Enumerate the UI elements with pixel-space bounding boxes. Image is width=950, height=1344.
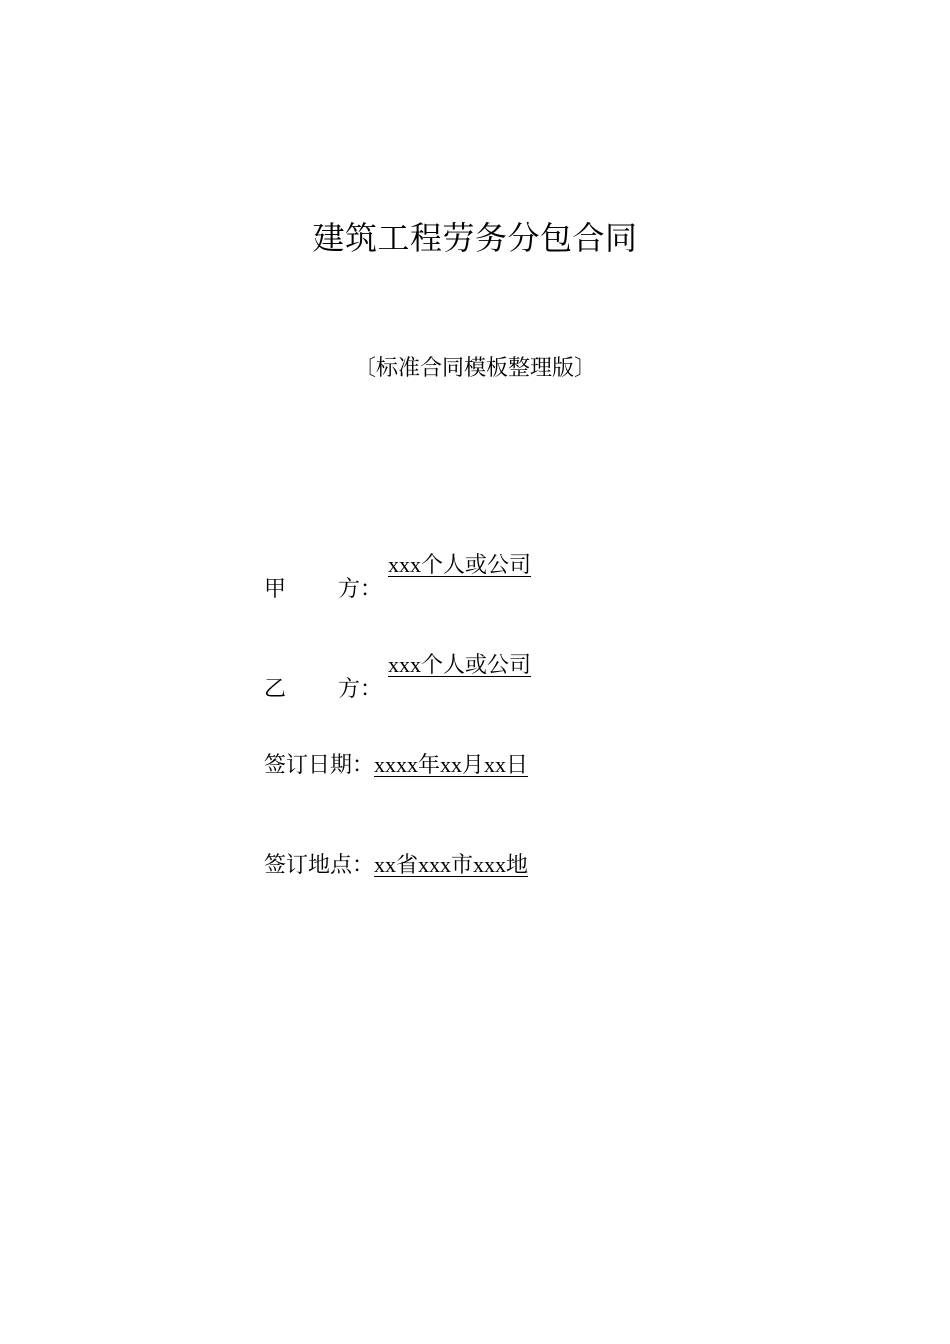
party-a-label-colon: ： [360, 577, 383, 602]
party-a-label-char: 甲 [264, 577, 287, 602]
document-subtitle: 〔标准合同模板整理版〕 [353, 356, 596, 381]
sign-date-label: 签订日期： [264, 753, 375, 778]
party-b-label-suffix: 方 [338, 677, 361, 702]
party-b-value: xxx个人或公司 [388, 652, 532, 677]
sign-date-value: xxxx年xx月xx日 [374, 752, 529, 777]
sign-place-value: xx省xxx市xxx地 [374, 852, 529, 877]
document-title: 建筑工程劳务分包合同 [312, 219, 638, 257]
sign-date-field [264, 747, 824, 783]
party-b-label-colon: ： [360, 677, 383, 702]
party-a-label-suffix: 方 [338, 577, 361, 602]
party-a-value: xxx个人或公司 [388, 552, 532, 577]
party-b-field [264, 647, 824, 702]
sign-place-label: 签订地点： [264, 853, 375, 878]
sign-place-field [264, 847, 824, 883]
party-b-label-char: 乙 [264, 677, 287, 702]
party-a-field [264, 547, 824, 602]
